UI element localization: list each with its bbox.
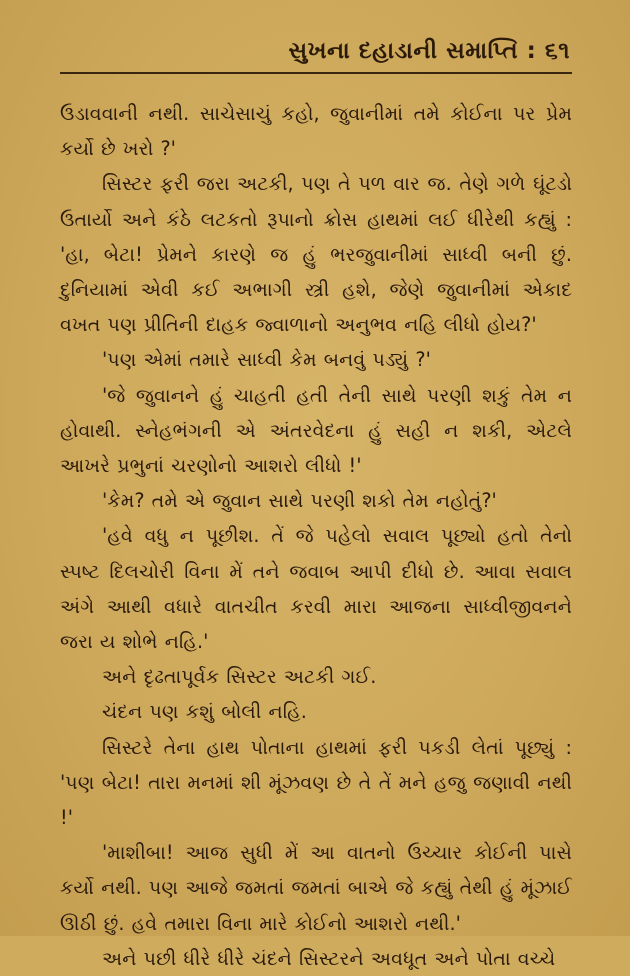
paragraph-3: 'પણ એમાં તમારે સાધ્વી કેમ બનવું પડ્યું ?' — [102, 348, 431, 372]
paragraph-1: ઉડાવવાની નથી. સાચેસાચું કહો, જુવાનીમાં તમે કોઈના પર પ્રેમ કર્યો છે ખરો ?' — [60, 102, 572, 161]
paragraph-4: 'જે જુવાનને હું ચાહતી હતી તેની સાથે પરણી શકું તેમ ન હોવાથી. સ્નેહભંગની એ અંતરવેદના હું સહી ન શકી, એટલે આખરે પ્રભુનાં ચરણોનો આશરો લીધો !' — [60, 383, 572, 478]
page-body — [60, 96, 572, 976]
running-head: સુખના દહાડાની સમાપ્તિ : ૬૧ — [288, 38, 570, 64]
paragraph-7: અને દૃઢતાપૂર્વક સિસ્ટર અટકી ગઈ. — [102, 665, 377, 689]
paragraph-10: 'માશીબા! આજ સુધી મેં આ વાતનો ઉચ્ચાર કોઈની પાસે કર્યો નથી. પણ આજે જમતાં જમતાં બાએ જે કહ્યું તેથી હું મૂંઝાઈ ઊઠી છું. હવે તમારા વિના મારે કોઈનો આશરો નથી.' — [60, 841, 572, 935]
paragraph-9: સિસ્ટરે તેના હાથ પોતાના હાથમાં ફરી પકડી લેતાં પૂછ્યું : 'પણ બેટા! તારા મનમાં શી મૂંઝવણ છે તે તેં મને હજુ જણાવી નથી !' — [60, 735, 572, 830]
paragraph-6: 'હવે વધુ ન પૂછીશ. તેં જે પહેલો સવાલ પૂછ્યો હતો તેનો સ્પષ્ટ દિલચોરી વિના મેં તને જવાબ આપી દીધો છે. આવા સવાલ અંગે આથી વધારે વાતચીત કરવી મારા આજના સાધ્વીજીવનને જરા ય શોભે નહિ.' — [60, 524, 572, 654]
paragraph-11: અને પછી ધીરે ધીરે ચંદને સિસ્ટરને અવધૂત અને પોતા વચ્ચે — [102, 946, 556, 970]
paragraph-2: સિસ્ટર ફરી જરા અટકી, પણ તે પળ વાર જ. તેણે ગળે ઘૂંટડો ઉતાર્યો અને કંઠે લટકતો રૂપાનો ક્રોસ હાથમાં લઈ ધીરેથી કહ્યું : 'હા, બેટા! પ્રેમને કારણે જ હું ભરજુવાનીમાં સાધ્વી બની છું. દુનિયામાં એવી કઈ અભાગી સ્ત્રી હશે, જેણે જુવાનીમાં એકાદ વખત પણ પ્રીતિની દાહક જ્વાળાનો અનુભવ નહિ લીધો હોય?' — [60, 172, 572, 337]
paragraph-5: 'કેમ? તમે એ જુવાન સાથે પરણી શકો તેમ નહોતું?' — [102, 489, 497, 513]
paragraph-8: ચંદન પણ કશું બોલી નહિ. — [102, 700, 307, 724]
header-rule — [60, 72, 572, 74]
